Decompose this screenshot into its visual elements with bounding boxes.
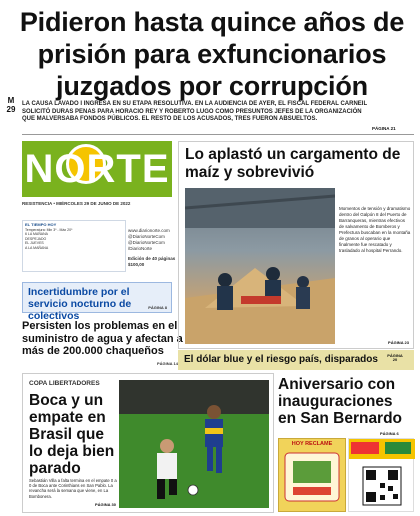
weather-box [22, 220, 126, 272]
feature-photo [185, 188, 335, 344]
weather-line: Temperatura: Min 3º - Máx 20º [25, 227, 73, 232]
aniversario-page-ref: PÁGINA 6 [380, 431, 399, 436]
feature-title: Lo aplastó un cargamento de maíz y sobrevivió [185, 146, 401, 181]
legal-strip [3, 200, 19, 300]
dateline: RESISTENCIA • MIÉRCOLES 29 DE JUNIO DE 2022 [22, 201, 131, 206]
edition-code: M 29 [6, 96, 16, 114]
feature-story[interactable] [178, 141, 414, 349]
colectivos-story[interactable] [22, 282, 172, 322]
promo-ad[interactable] [278, 438, 346, 512]
qr-ad[interactable] [348, 438, 414, 512]
online-links [128, 228, 182, 252]
dolar-story[interactable] [178, 350, 414, 370]
sport-story[interactable] [22, 373, 274, 513]
twitter-link[interactable]: @DiarioNorteCom [128, 234, 165, 239]
football-match-illustration [119, 380, 269, 508]
water-story-page-ref: PÁGINA 14 [157, 361, 178, 366]
newspaper-logo [22, 141, 172, 197]
sport-page-ref: PÁGINA 30 [95, 502, 116, 507]
feature-caption: Momentos de tensión y dramatismo dentro del Galpón 8 del Puerto de Barranqueras, mientras efectivos de salvamento de Bomberos y Prefectura buscaban en la montaña de granos al operario que finalmente fue rescatado y trasladado al hospital Perrando. [339, 206, 411, 253]
headline-page-ref: PÁGINA 21 [372, 126, 396, 131]
aniversario-title[interactable]: Aniversario con inauguraciones en San Bernardo [278, 376, 403, 427]
divider [22, 134, 414, 135]
sport-title: Boca y un empate en Brasil que lo deja bien parado [29, 392, 115, 477]
instagram-link[interactable]: @DiarioNorteCom [128, 240, 165, 245]
sport-photo [119, 380, 269, 508]
promo-ad-image [281, 447, 343, 507]
dolar-title: El dólar blue y el riesgo país, disparados [184, 354, 378, 365]
colectivos-title: Incertidumbre por el servicio nocturno de colectivos [28, 286, 132, 322]
logo-text: NORTE [24, 147, 170, 191]
website-link[interactable]: www.diarionorte.com [128, 228, 170, 233]
weather-line: DESPEJADO [25, 236, 47, 241]
sport-kicker: COPA LIBERTADORES [29, 380, 100, 387]
headline-lede: LA CAUSA LAVADO I INGRESA EN SU ETAPA RESOLUTIVA. EN LA AUDIENCIA DE AYER, EL FISCAL FEDERAL CARNEIL SOLICITÓ DURAS PENAS PARA HORACIO REY Y ROBERTO LUGO COMO PRESUNTOS JEFES DE LA ORGANIZACIÓN QUE MALVERSABA FONDOS PÚBLICOS. EL RESTO DE LOS ACUSADOS, TRES FUERON ABSUELTOS. [22, 101, 368, 122]
main-headline: Pidieron hasta quince años de prisión para exfuncionarios juzgados por corrupción [19, 7, 405, 101]
dolar-page-ref: PÁGINA 20 [387, 353, 403, 362]
weather-line: A LA MAÑANA [25, 245, 49, 250]
rescue-scene-illustration [185, 188, 335, 344]
water-story-title[interactable]: Persisten los problemas en el suministro de agua y afectan a más de 200.000 chaqueños [22, 320, 183, 357]
feature-page-ref: PÁGINA 23 [388, 340, 409, 345]
weather-title: EL TIEMPO HOY [25, 222, 57, 227]
colectivos-page-ref: PÁGINA 8 [148, 305, 167, 310]
weather-line: 6 LA MAÑANA [25, 232, 48, 236]
promo-ad-title: HOY RECLAME [291, 441, 333, 447]
edition-info: Edición de 40 páginas $100,00 [128, 256, 176, 267]
weather-line: EL JUEVES [25, 241, 44, 245]
sport-caption: Sebastián Villa a falta termina en el empate 0 a 0 de Boca ante Corinthians en San Pablo. La revancha será la semana que viene, en La Bombonera. [29, 478, 117, 499]
facebook-link[interactable]: /DiarioNorte [128, 246, 153, 251]
qr-code-icon [349, 439, 415, 513]
